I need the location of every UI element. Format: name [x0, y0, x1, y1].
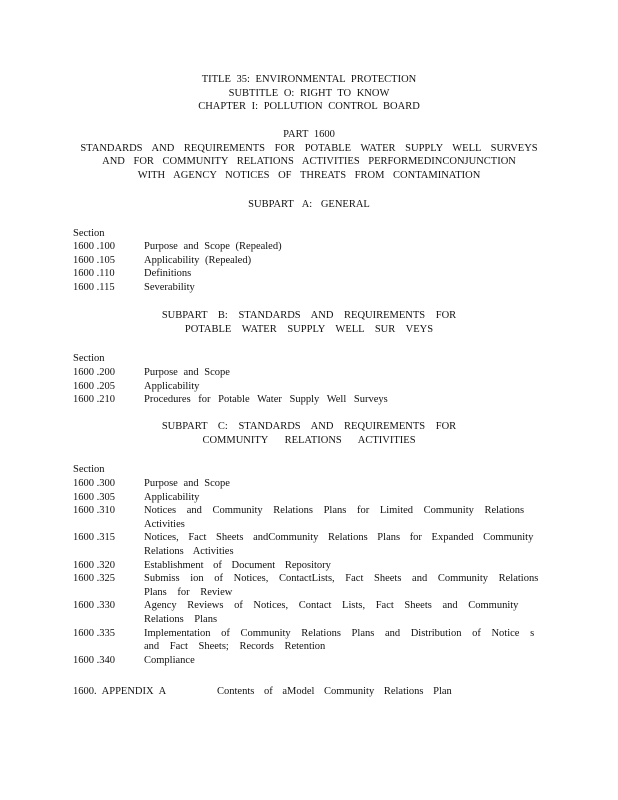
toc-row [73, 267, 543, 281]
appendix-title: Contents of aModel Community Relations Plan [217, 686, 452, 697]
subpart-b-heading [0, 309, 618, 336]
subpart-heading-line: SUBPART A: GENERAL [248, 199, 370, 210]
section-title: Agency Reviews of Notices, Contact Lists, Fact Sheets and Community Relations Plans [144, 600, 519, 625]
section-number: 1600 .300 [73, 478, 115, 489]
part-title-line: WITH AGENCY NOTICES OF THREATS FROM CONTAMINATION [137, 169, 481, 181]
toc-row [73, 380, 543, 394]
section-number: 1600 .110 [73, 268, 115, 280]
section-number: 1600 .310 [73, 505, 115, 517]
appendix-number: 1600. APPENDIX A [73, 686, 167, 697]
subpart-b-toc [73, 366, 543, 407]
section-title: Implementation of Community Relations Plans and Distribution of Notice s and Fact Sheets; Records Retention [144, 627, 535, 653]
section-number: 1600 .320 [73, 559, 115, 571]
section-number: 1600 .200 [73, 367, 115, 378]
chapter-line: CHAPTER I: POLLUTION CONTROL BOARD [198, 101, 420, 113]
toc-row [73, 281, 543, 295]
part-title-line: AND FOR COMMUNITY RELATIONS ACTIVITIES PERFORMEDINCONJUNCTION [102, 156, 516, 168]
toc-row [73, 572, 543, 599]
toc-row [73, 477, 543, 491]
section-title: Submiss ion of Notices, ContactLists, Fact Sheets and Community Relations Plans for Review [144, 573, 539, 598]
section-number: 1600 .105 [73, 254, 115, 266]
subpart-a-toc [73, 240, 543, 294]
part-title-line: STANDARDS AND REQUIREMENTS FOR POTABLE WATER SUPPLY WELL SURVEYS [80, 142, 538, 154]
section-title: Severability [144, 281, 195, 293]
section-title: Compliance [144, 654, 195, 666]
toc-row [73, 559, 543, 573]
section-number: 1600 .305 [73, 491, 115, 503]
section-label: Section [73, 353, 105, 364]
section-title: Applicability [144, 491, 200, 503]
section-number: 1600 .210 [73, 394, 115, 406]
section-title: Notices and Community Relations Plans for Limited Community Relations Activities [144, 505, 525, 530]
section-number: 1600 .205 [73, 380, 115, 392]
toc-row [73, 531, 543, 558]
section-title: Notices, Fact Sheets andCommunity Relations Plans for Expanded Community Relations Activities [144, 532, 534, 557]
section-title: Purpose and Scope (Repealed) [144, 241, 282, 252]
toc-row [73, 627, 543, 654]
subpart-heading-line: SUBPART C: STANDARDS AND REQUIREMENTS FOR [161, 421, 457, 432]
section-title: Establishment of Document Repository [144, 559, 331, 571]
section-number: 1600 .325 [73, 573, 115, 585]
section-label: Section [73, 228, 105, 239]
toc-row [73, 491, 543, 505]
section-number: 1600 .330 [73, 600, 115, 612]
section-number: 1600 .335 [73, 627, 115, 639]
section-number: 1600 .315 [73, 532, 115, 544]
title-line: TITLE 35: ENVIRONMENTAL PROTECTION [201, 74, 417, 85]
section-title: Applicability [144, 380, 200, 392]
appendix-row [73, 685, 452, 699]
subpart-c-heading [0, 420, 618, 447]
subpart-heading-line: SUBPART B: STANDARDS AND REQUIREMENTS FOR [161, 310, 457, 321]
section-title: Purpose and Scope [144, 478, 230, 489]
section-number: 1600 .340 [73, 654, 115, 666]
subpart-c-toc [73, 477, 543, 667]
toc-row [73, 504, 543, 531]
section-title: Applicability (Repealed) [144, 254, 252, 266]
subpart-heading-line: COMMUNITY RELATIONS ACTIVITIES [202, 434, 416, 446]
subtitle-line: SUBTITLE O: RIGHT TO KNOW [228, 87, 390, 99]
part-number: PART 1600 [283, 129, 335, 140]
toc-row [73, 599, 543, 626]
section-title: Purpose and Scope [144, 367, 230, 378]
subpart-a-heading [0, 198, 618, 212]
toc-row [73, 240, 543, 254]
toc-row [73, 654, 543, 668]
section-title: Procedures for Potable Water Supply Well Surveys [144, 394, 388, 406]
section-title: Definitions [144, 268, 192, 280]
part-heading [0, 128, 618, 182]
subpart-heading-line: POTABLE WATER SUPPLY WELL SUR VEYS [184, 323, 434, 335]
section-label: Section [73, 464, 105, 475]
toc-row [73, 366, 543, 380]
document-header [0, 73, 618, 114]
section-number: 1600 .100 [73, 241, 115, 252]
toc-row [73, 254, 543, 268]
section-number: 1600 .115 [73, 281, 115, 293]
toc-row [73, 393, 543, 407]
